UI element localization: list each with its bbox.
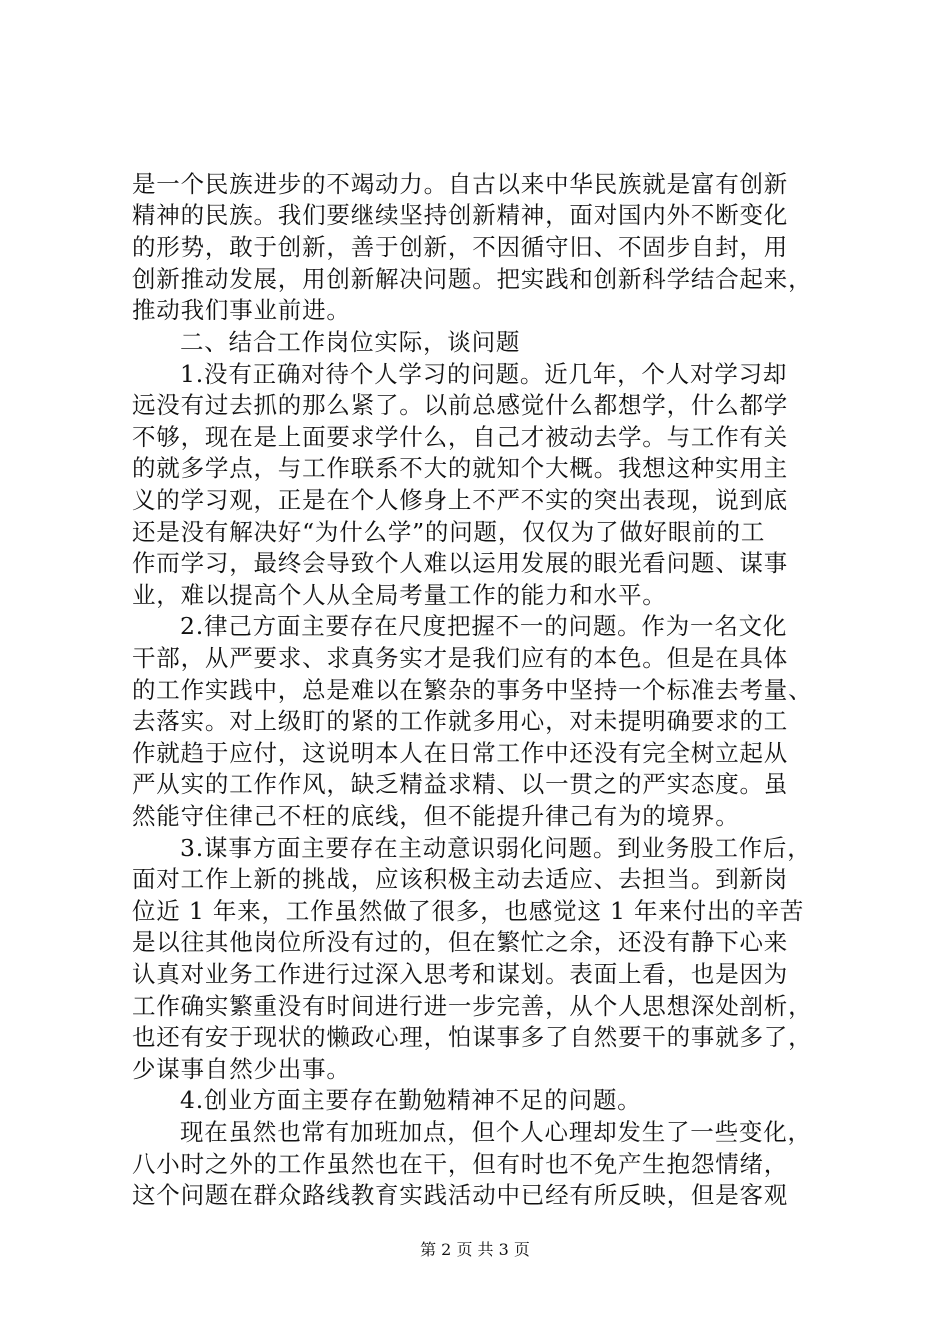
text-line: 1.没有正确对待个人学习的问题。近几年，个人对学习却: [180, 360, 788, 388]
text-line: 位近 1 年来，工作虽然做了很多，也感觉这 1 年来付出的辛苦: [132, 897, 805, 925]
text-line: 4.创业方面主要存在勤勉精神不足的问题。: [180, 1086, 642, 1114]
text-line: 还是没有解决好“为什么学”的问题，仅仅为了做好眼前的工: [132, 518, 766, 546]
text-line: 精神的民族。我们要继续坚持创新精神，面对国内外不断变化: [132, 201, 789, 229]
text-line: 是以往其他岗位所没有过的，但在繁忙之余，还没有静下心来: [132, 928, 789, 956]
text-line: 远没有过去抓的那么紧了。以前总感觉什么都想学，什么都学: [132, 391, 789, 419]
text-line: 推动我们事业前进。: [132, 296, 351, 324]
text-line: 工作确实繁重没有时间进行进一步完善，从个人思想深处剖析，: [132, 992, 813, 1020]
text-line: 的工作实践中，总是难以在繁杂的事务中坚持一个标准去考量、: [132, 676, 813, 704]
text-line: 严从实的工作作风，缺乏精益求精、以一贯之的严实态度。虽: [132, 770, 789, 798]
text-line: 面对工作上新的挑战，应该积极主动去适应、去担当。到新岗: [132, 865, 789, 893]
text-line: 也还有安于现状的懒政心理，怕谋事多了自然要干的事就多了，: [132, 1023, 813, 1051]
text-line: 少谋事自然少出事。: [132, 1055, 351, 1083]
text-line: 的就多学点，与工作联系不大的就知个大概。我想这种实用主: [132, 454, 789, 482]
text-line: 业，难以提高个人从全局考量工作的能力和水平。: [132, 581, 667, 609]
text-line: 不够，现在是上面要求学什么，自己才被动去学。与工作有关: [132, 423, 789, 451]
text-line: 作就趋于应付，这说明本人在日常工作中还没有完全树立起从: [132, 739, 789, 767]
text-line: 义的学习观，正是在个人修身上不严不实的突出表现，说到底: [132, 486, 789, 514]
text-line: 是一个民族进步的不竭动力。自古以来中华民族就是富有创新: [132, 170, 789, 198]
text-line: 作而学习，最终会导致个人难以运用发展的眼光看问题、谋事: [132, 549, 789, 577]
text-line: 创新推动发展，用创新解决问题。把实践和创新科学结合起来，: [132, 265, 813, 293]
text-line: 八小时之外的工作虽然也在干，但有时也不免产生抱怨情绪，: [132, 1150, 789, 1178]
text-line: 去落实。对上级盯的紧的工作就多用心，对未提明确要求的工: [132, 707, 789, 735]
text-line: 认真对业务工作进行过深入思考和谋划。表面上看，也是因为: [132, 960, 789, 988]
text-line: 3.谋事方面主要存在主动意识弱化问题。到业务股工作后，: [180, 834, 812, 862]
text-line: 然能守住律己不枉的底线，但不能提升律己有为的境界。: [132, 802, 740, 830]
page-number: 第 2 页 共 3 页: [420, 1240, 530, 1259]
section-heading: 二、结合工作岗位实际，谈问题: [180, 328, 521, 356]
text-line: 2.律己方面主要存在尺度把握不一的问题。作为一名文化: [180, 612, 788, 640]
text-line: 干部，从严要求、求真务实才是我们应有的本色。但是在具体: [132, 644, 789, 672]
text-line: 这个问题在群众路线教育实践活动中已经有所反映，但是客观: [132, 1181, 789, 1209]
text-line: 现在虽然也常有加班加点，但个人心理却发生了一些变化，: [180, 1118, 812, 1146]
text-line: 的形势，敢于创新，善于创新，不因循守旧、不固步自封，用: [132, 233, 789, 261]
